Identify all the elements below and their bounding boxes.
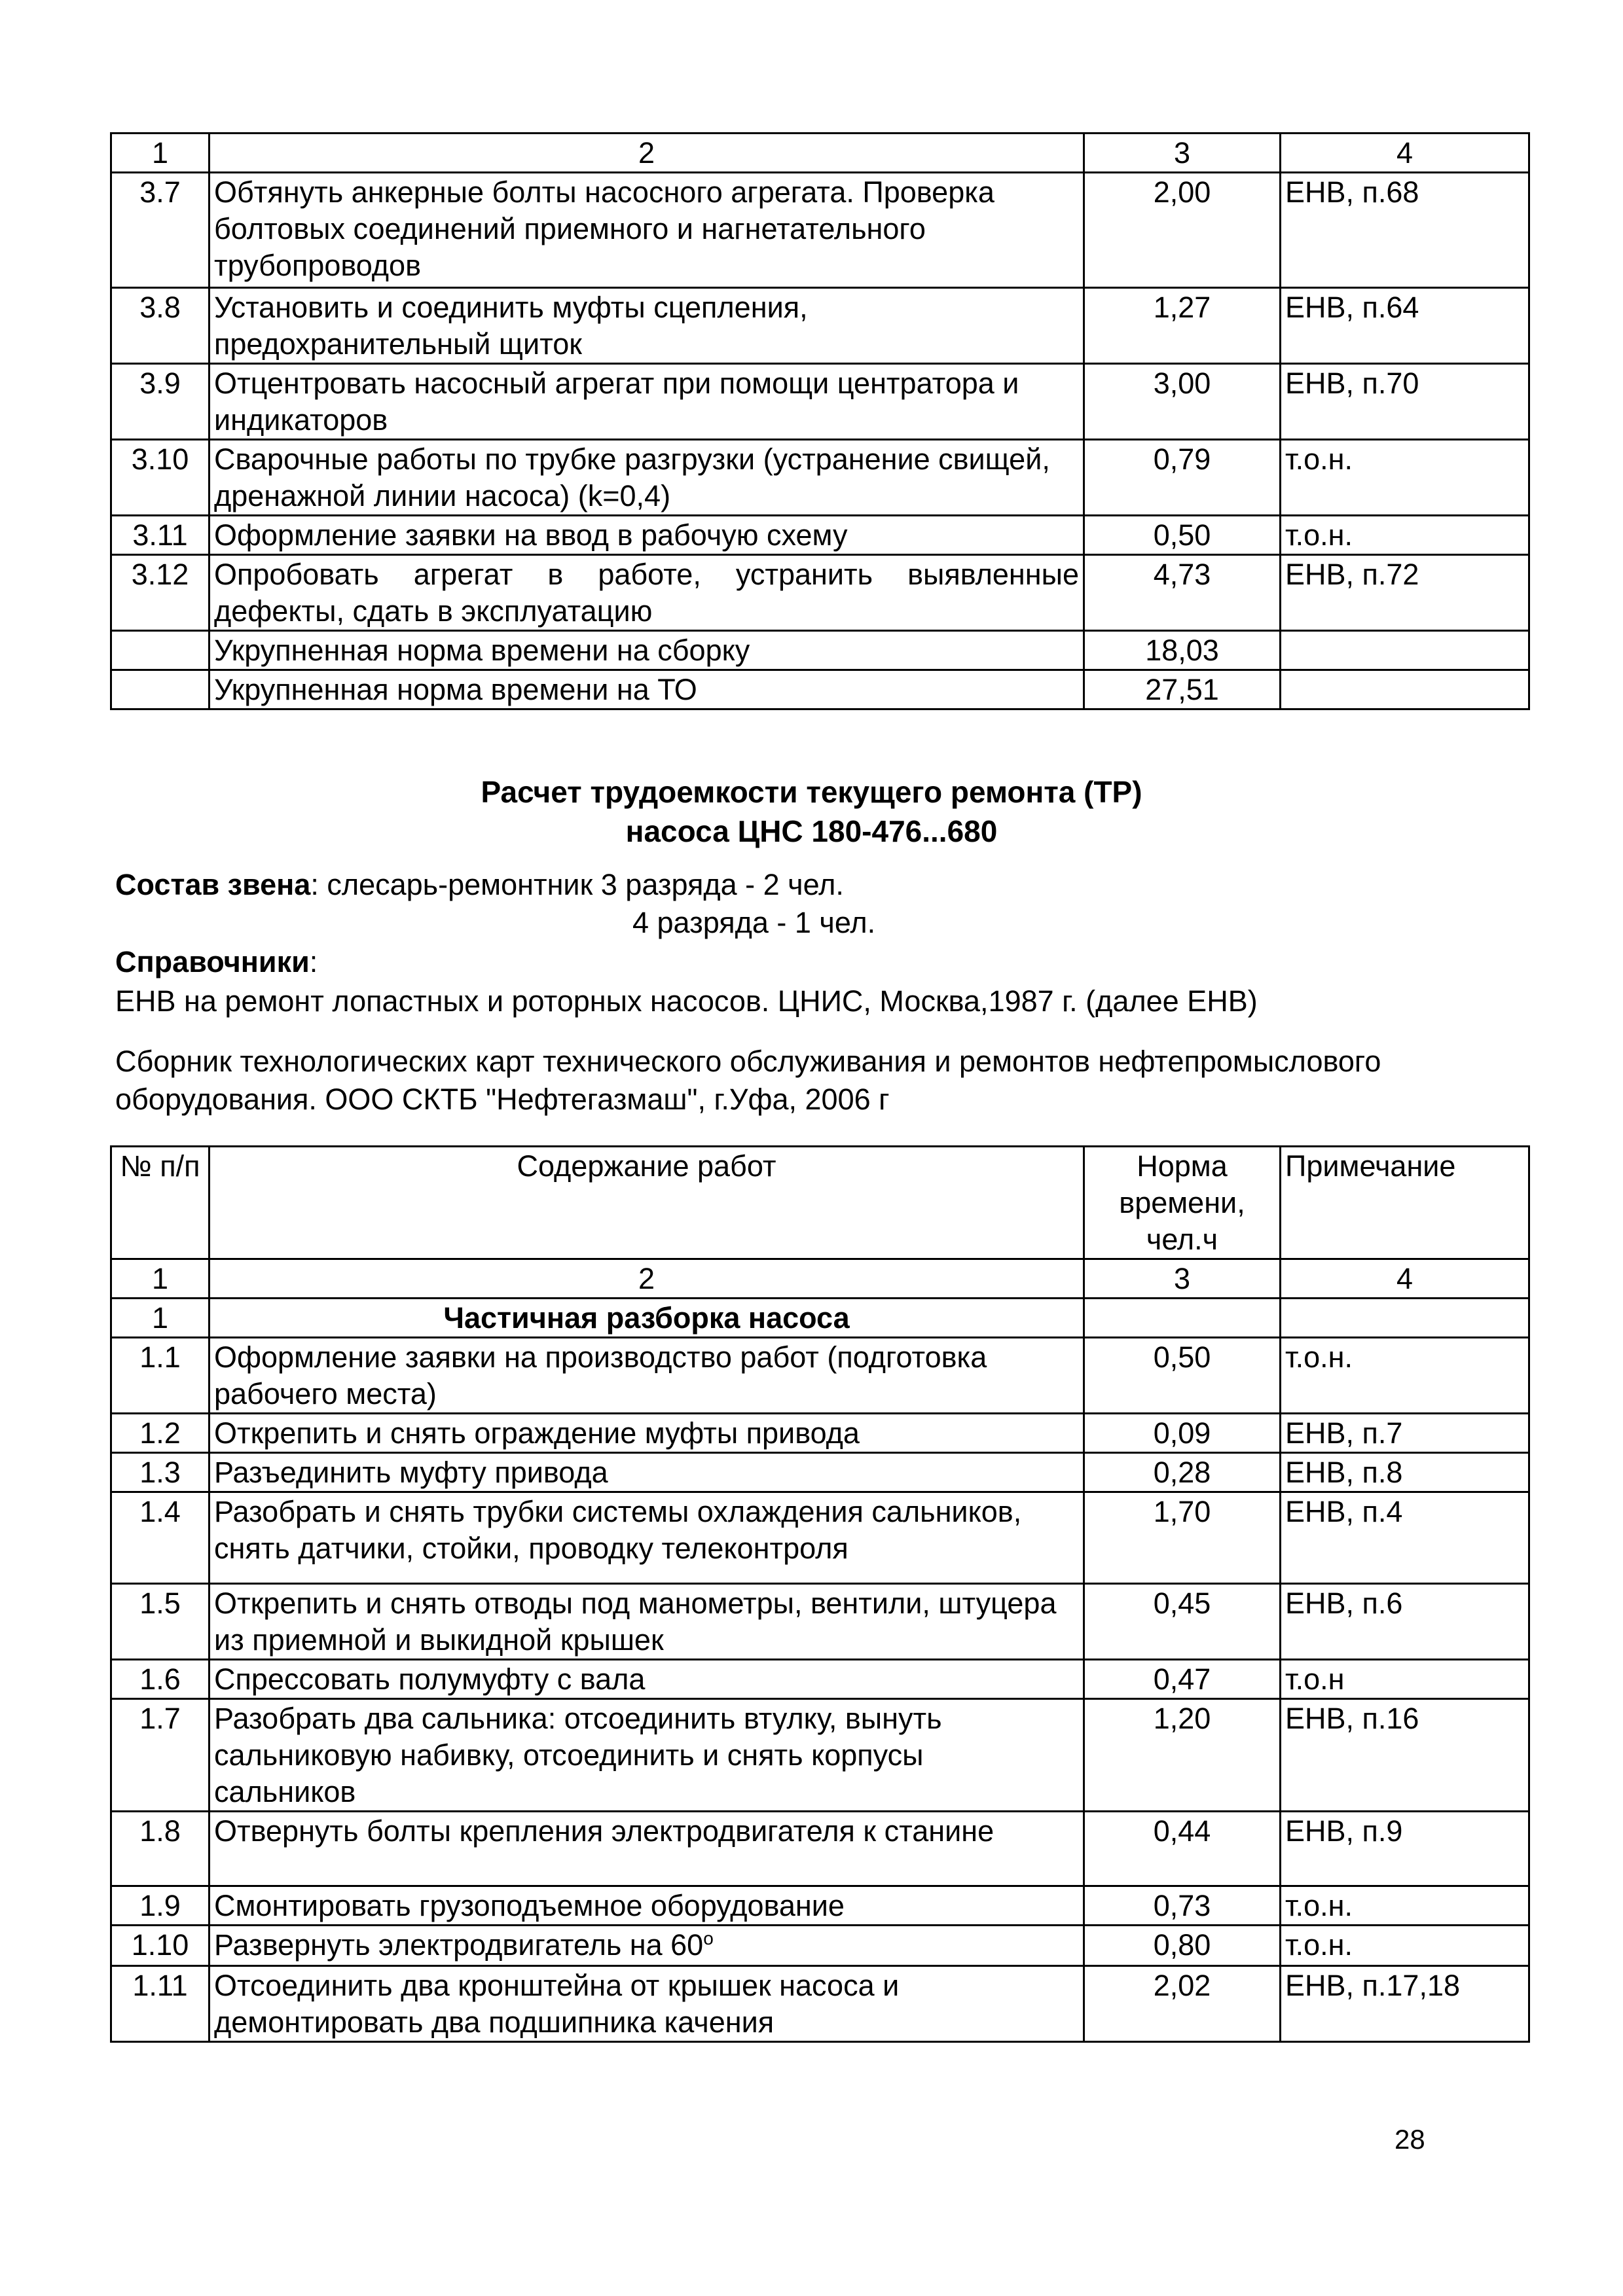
- work-description: [210, 1338, 1084, 1414]
- work-line: Отсоединить два кронштейна от крышек насоса и: [214, 1969, 900, 2002]
- row-number: 1.10: [111, 1926, 210, 1966]
- row-number: 1.11: [111, 1966, 210, 2042]
- time-norm: 0,28: [1084, 1453, 1281, 1492]
- section-title: Расчет трудоемкости текущего ремонта (ТР): [481, 775, 1142, 809]
- work-description: [210, 1966, 1084, 2042]
- work-line: демонтировать два подшипника качения: [214, 2005, 775, 2039]
- work-line: дефекты, сдать в эксплуатацию: [214, 594, 653, 628]
- time-norm: 0,45: [1084, 1584, 1281, 1660]
- header-note: Примечание: [1281, 1147, 1529, 1259]
- work-line: Оформление заявки на производство работ (подготовка: [214, 1340, 987, 1374]
- crew-line: : слесарь-ремонтник 3 разряда - 2 чел.: [310, 868, 844, 901]
- table-row: [111, 1492, 1529, 1584]
- row-number: 1.5: [111, 1584, 210, 1660]
- work-line: сальниковую набивку, отсоединить и снять корпусы: [214, 1738, 924, 1772]
- table-row: [111, 1660, 1529, 1699]
- table-header-row: [111, 1147, 1529, 1259]
- header-norm-line: чел.ч: [1146, 1223, 1218, 1256]
- note: ЕНВ, п.9: [1281, 1812, 1529, 1886]
- maintenance-table-continuation: [110, 132, 1530, 710]
- empty-cell: [1281, 1299, 1529, 1338]
- time-norm: 0,50: [1084, 516, 1281, 555]
- header-work: Содержание работ: [210, 1147, 1084, 1259]
- time-norm: 18,03: [1084, 631, 1281, 670]
- work-line: Установить и соединить муфты сцепления,: [214, 291, 808, 324]
- references-colon: :: [309, 945, 318, 978]
- row-number: 3.12: [111, 555, 210, 631]
- work-line: рабочего места): [214, 1377, 437, 1410]
- work-description: [210, 1492, 1084, 1584]
- work-description: [210, 1699, 1084, 1812]
- note: т.о.н.: [1281, 1886, 1529, 1926]
- note: т.о.н: [1281, 1660, 1529, 1699]
- work-line: дренажной линии насоса) (k=0,4): [214, 479, 671, 512]
- work-description: Укрупненная норма времени на сборку: [210, 631, 1084, 670]
- table-row: [111, 1453, 1529, 1492]
- row-number: 1.7: [111, 1699, 210, 1812]
- work-line: Отцентровать насосный агрегат при помощи центратора и: [214, 367, 1019, 400]
- note: [1281, 670, 1529, 709]
- references-label: Справочники: [115, 945, 310, 978]
- work-line: сальников: [214, 1775, 356, 1808]
- work-line: Разобрать и снять трубки системы охлаждения сальников,: [214, 1495, 1022, 1528]
- work-line: предохранительный щиток: [214, 327, 582, 361]
- time-norm: 1,70: [1084, 1492, 1281, 1584]
- work-line: Открепить и снять отводы под манометры, вентили, штуцера: [214, 1587, 1057, 1620]
- time-norm: 3,00: [1084, 364, 1281, 440]
- note: [1281, 631, 1529, 670]
- section-subtitle: насоса ЦНС 180-476...680: [625, 814, 998, 848]
- table-row: [111, 1414, 1529, 1453]
- table-row: [111, 173, 1529, 288]
- work-description: Спрессовать полумуфту с вала: [210, 1660, 1084, 1699]
- note: ЕНВ, п.8: [1281, 1453, 1529, 1492]
- time-norm: 0,44: [1084, 1812, 1281, 1886]
- work-line: индикаторов: [214, 403, 388, 437]
- work-description: Смонтировать грузоподъемное оборудование: [210, 1886, 1084, 1926]
- note: т.о.н.: [1281, 1338, 1529, 1414]
- note: т.о.н.: [1281, 440, 1529, 516]
- work-description: Укрупненная норма времени на ТО: [210, 670, 1084, 709]
- work-line: Оформление заявки на ввод в рабочую схему: [214, 518, 848, 552]
- work-line: из приемной и выкидной крышек: [214, 1623, 664, 1657]
- note: ЕНВ, п.72: [1281, 555, 1529, 631]
- time-norm: 0,47: [1084, 1660, 1281, 1699]
- table-row: [111, 440, 1529, 516]
- column-index: 1: [111, 1259, 210, 1299]
- column-index: 2: [210, 1259, 1084, 1299]
- empty-cell: [1084, 1299, 1281, 1338]
- repair-labor-table: [110, 1145, 1530, 2043]
- work-description: [210, 440, 1084, 516]
- table-index-row: [111, 1259, 1529, 1299]
- column-index: 2: [210, 134, 1084, 173]
- row-number: 1.9: [111, 1886, 210, 1926]
- time-norm: 1,27: [1084, 288, 1281, 364]
- time-norm: 4,73: [1084, 555, 1281, 631]
- table-row: [111, 516, 1529, 555]
- work-description: [210, 516, 1084, 555]
- header-norm-line: времени,: [1119, 1186, 1245, 1219]
- column-index: 4: [1281, 1259, 1529, 1299]
- note: ЕНВ, п.16: [1281, 1699, 1529, 1812]
- time-norm: 0,73: [1084, 1886, 1281, 1926]
- work-line: болтовых соединений приемного и нагнетательного: [214, 212, 926, 245]
- work-line: Сварочные работы по трубке разгрузки (устранение свищей,: [214, 442, 1050, 476]
- table-row: [111, 1966, 1529, 2042]
- crew-line-second: 4 разряда - 1 чел.: [632, 906, 876, 939]
- row-number: 3.10: [111, 440, 210, 516]
- header-norm-line: Норма: [1137, 1149, 1228, 1183]
- work-description: [210, 173, 1084, 288]
- table-row: [111, 288, 1529, 364]
- work-description: [210, 1926, 1084, 1966]
- note: ЕНВ, п.7: [1281, 1414, 1529, 1453]
- work-description: [210, 555, 1084, 631]
- references-heading: [115, 942, 318, 982]
- group-number: 1: [111, 1299, 210, 1338]
- column-index: 4: [1281, 134, 1529, 173]
- table-row: [111, 1338, 1529, 1414]
- work-description: [210, 1584, 1084, 1660]
- table-row: [111, 1812, 1529, 1886]
- table-row: [111, 364, 1529, 440]
- work-line: Опробовать агрегат в работе, устранить выявленные: [214, 558, 1079, 591]
- note: ЕНВ, п.6: [1281, 1584, 1529, 1660]
- page-number: 28: [1395, 2124, 1425, 2155]
- work-description: [210, 364, 1084, 440]
- time-norm: 0,09: [1084, 1414, 1281, 1453]
- crew-composition: [115, 865, 844, 905]
- work-line: трубопроводов: [214, 249, 421, 282]
- work-line: Разобрать два сальника: отсоединить втулку, вынуть: [214, 1702, 942, 1735]
- row-number: 1.4: [111, 1492, 210, 1584]
- row-number: 1.8: [111, 1812, 210, 1886]
- time-norm: 0,79: [1084, 440, 1281, 516]
- table-index-row: [111, 134, 1529, 173]
- time-norm: 2,00: [1084, 173, 1281, 288]
- time-norm: 27,51: [1084, 670, 1281, 709]
- work-line: Обтянуть анкерные болты насосного агрегата. Проверка: [214, 175, 994, 209]
- row-number: 1.2: [111, 1414, 210, 1453]
- work-description: Открепить и снять ограждение муфты привода: [210, 1414, 1084, 1453]
- row-number: [111, 631, 210, 670]
- reference-collection-line1: Сборник технологических карт технического обслуживания и ремонтов нефтепромыслового: [115, 1045, 1381, 1078]
- note: ЕНВ, п.70: [1281, 364, 1529, 440]
- table-row: [111, 1886, 1529, 1926]
- row-number: [111, 670, 210, 709]
- work-line: снять датчики, стойки, проводку телеконтроля: [214, 1532, 848, 1565]
- reference-collection-line2: оборудования. ООО СКТБ "Нефтегазмаш", г.Уфа, 2006 г: [115, 1083, 890, 1116]
- time-norm: 0,50: [1084, 1338, 1281, 1414]
- table-row: [111, 1699, 1529, 1812]
- note: ЕНВ, п.4: [1281, 1492, 1529, 1584]
- work-description: [210, 288, 1084, 364]
- column-index: 3: [1084, 134, 1281, 173]
- row-number: 3.9: [111, 364, 210, 440]
- work-description: Отвернуть болты крепления электродвигателя к станине: [210, 1812, 1084, 1886]
- group-title: Частичная разборка насоса: [210, 1299, 1084, 1338]
- table-row: [111, 1926, 1529, 1966]
- note: т.о.н.: [1281, 516, 1529, 555]
- group-row: [111, 1299, 1529, 1338]
- degree-sign: o: [703, 1928, 714, 1948]
- row-number: 1.6: [111, 1660, 210, 1699]
- reference-enb: ЕНВ на ремонт лопастных и роторных насосов. ЦНИС, Москва,1987 г. (далее ЕНВ): [115, 984, 1258, 1018]
- table-row: [111, 1584, 1529, 1660]
- header-number: № п/п: [111, 1147, 210, 1259]
- table-row: [111, 555, 1529, 631]
- table-row: [111, 631, 1529, 670]
- work-description: Разъединить муфту привода: [210, 1453, 1084, 1492]
- time-norm: 1,20: [1084, 1699, 1281, 1812]
- time-norm: 2,02: [1084, 1966, 1281, 2042]
- table-row: [111, 670, 1529, 709]
- row-number: 3.8: [111, 288, 210, 364]
- note: ЕНВ, п.64: [1281, 288, 1529, 364]
- header-norm: [1084, 1147, 1281, 1259]
- note: т.о.н.: [1281, 1926, 1529, 1966]
- row-number: 1.1: [111, 1338, 210, 1414]
- note: ЕНВ, п.17,18: [1281, 1966, 1529, 2042]
- work-line: Развернуть электродвигатель на 60: [214, 1928, 704, 1962]
- note: ЕНВ, п.68: [1281, 173, 1529, 288]
- crew-label: Состав звена: [115, 868, 311, 901]
- row-number: 3.11: [111, 516, 210, 555]
- column-index: 3: [1084, 1259, 1281, 1299]
- row-number: 1.3: [111, 1453, 210, 1492]
- row-number: 3.7: [111, 173, 210, 288]
- column-index: 1: [111, 134, 210, 173]
- time-norm: 0,80: [1084, 1926, 1281, 1966]
